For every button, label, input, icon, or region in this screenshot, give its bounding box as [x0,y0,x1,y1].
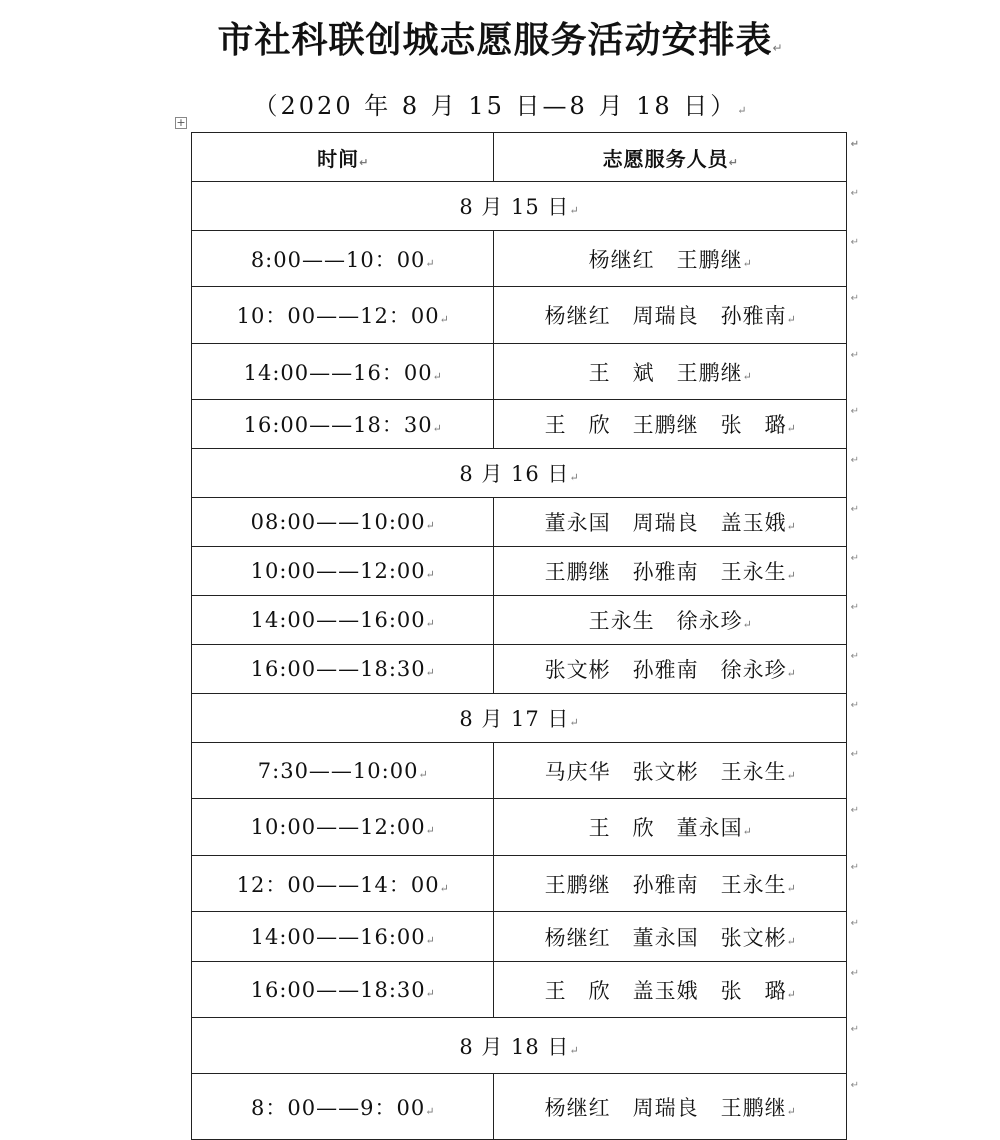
volunteers-cell: 王鹏继 孙雅南 王永生↵ ↵ [494,856,847,912]
date-cell: 8 月 18 日↵ ↵ [192,1018,847,1074]
header-time: 时间↵ [192,133,494,182]
date-row [192,182,847,231]
table-row [192,799,847,856]
volunteers-cell: 王 欣 王鹏继 张 璐↵ ↵ [494,400,847,449]
volunteers-cell: 杨继红 王鹏继↵ ↵ [494,231,847,287]
table-row [192,400,847,449]
time-cell: 8:00——10：00↵ [192,231,494,287]
time-cell: 16:00——18：30↵ [192,400,494,449]
volunteers-cell: 王永生 徐永珍↵ ↵ [494,596,847,645]
table-row [192,1074,847,1140]
table-row [192,962,847,1018]
time-cell: 10:00——12:00↵ [192,799,494,856]
table-row [192,856,847,912]
volunteers-cell: 王 欣 盖玉娥 张 璐↵ ↵ [494,962,847,1018]
date-row [192,449,847,498]
table-row [192,287,847,344]
time-cell: 7:30——10:00↵ [192,743,494,799]
table-header-row [192,133,847,182]
table-row [192,645,847,694]
table-row [192,743,847,799]
volunteers-cell: 王 欣 董永国↵ ↵ [494,799,847,856]
time-cell: 16:00——18:30↵ [192,645,494,694]
time-cell: 14:00——16:00↵ [192,912,494,962]
header-volunteers: 志愿服务人员↵ ↵ [494,133,847,182]
date-row [192,694,847,743]
table-row [192,547,847,596]
time-cell: 12：00——14：00↵ [192,856,494,912]
time-cell: 8：00——9：00↵ [192,1074,494,1140]
volunteers-cell: 董永国 周瑞良 盖玉娥↵ ↵ [494,498,847,547]
time-cell: 14:00——16：00↵ [192,344,494,400]
table-move-handle-icon[interactable]: + [176,116,186,129]
table-row [192,231,847,287]
table-row [192,596,847,645]
time-cell: 08:00——10:00↵ [192,498,494,547]
table-row [192,912,847,962]
volunteers-cell: 马庆华 张文彬 王永生↵ ↵ [494,743,847,799]
volunteers-cell: 王 斌 王鹏继↵ ↵ [494,344,847,400]
schedule-table [191,132,860,1140]
time-cell: 14:00——16:00↵ [192,596,494,645]
date-cell: 8 月 15 日↵ ↵ [192,182,847,231]
volunteers-cell: 王鹏继 孙雅南 王永生↵ ↵ [494,547,847,596]
volunteers-cell: 杨继红 周瑞良 孙雅南↵ ↵ [494,287,847,344]
date-cell: 8 月 16 日↵ ↵ [192,449,847,498]
time-cell: 10：00——12：00↵ [192,287,494,344]
volunteers-cell: 张文彬 孙雅南 徐永珍↵ ↵ [494,645,847,694]
document-title: 市社科联创城志愿服务活动安排表↵ [217,20,783,61]
volunteers-cell: 杨继红 周瑞良 王鹏继↵ ↵ [494,1074,847,1140]
table-row [192,498,847,547]
volunteers-cell: 杨继红 董永国 张文彬↵ ↵ [494,912,847,962]
time-cell: 16:00——18:30↵ [192,962,494,1018]
date-range-subtitle: （2020 年 8 月 15 日—8 月 18 日）↵ [253,92,747,120]
date-cell: 8 月 17 日↵ ↵ [192,694,847,743]
time-cell: 10:00——12:00↵ [192,547,494,596]
date-row [192,1018,847,1074]
table-row [192,344,847,400]
